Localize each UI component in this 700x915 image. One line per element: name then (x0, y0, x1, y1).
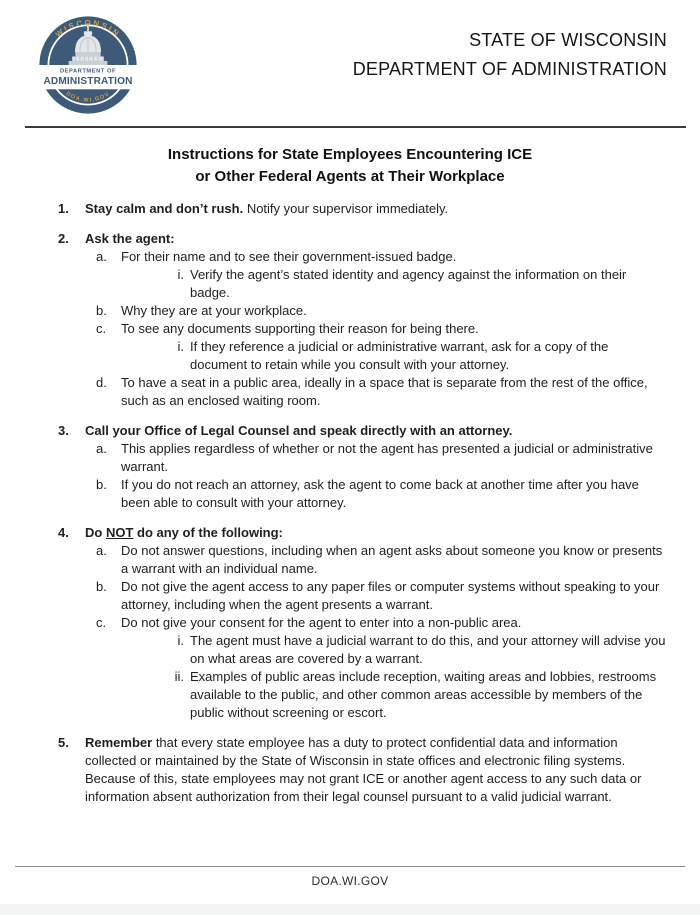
page-title-line1: Instructions for State Employees Encountering ICE (167, 146, 533, 163)
list-marker: 3. (58, 423, 69, 438)
list-item (96, 248, 666, 266)
list-text (85, 734, 666, 806)
doa-seal-graphic (34, 11, 142, 119)
list-text (85, 422, 666, 440)
page-title-line2: or Other Federal Agents at Their Workplace (195, 168, 505, 185)
seal-band-line2: ADMINISTRATION (43, 75, 133, 87)
list-marker: ii. (174, 669, 184, 684)
text-segment: Examples of public areas include reception, waiting areas and lobbies, restrooms available to the public, and other common areas accessible by members of the public without screening or escort. (190, 669, 657, 720)
document-body (0, 144, 700, 806)
footer-site-url: DOA.WI.GOV (311, 874, 389, 888)
list-item (96, 542, 666, 578)
list-text (121, 476, 666, 512)
list-text (190, 338, 666, 374)
list-marker: i. (177, 267, 184, 282)
text-segment: The agent must have a judicial warrant to do this, and your attorney will advise you on what areas are covered by a warrant. (190, 633, 666, 666)
list-item (58, 200, 666, 218)
list-text (121, 320, 666, 338)
list-item (96, 302, 666, 320)
text-segment: Why they are at your workplace. (121, 303, 307, 318)
list-item (58, 230, 666, 248)
text-segment: Do (85, 525, 106, 540)
agency-line-department: DEPARTMENT OF ADMINISTRATION (352, 59, 667, 79)
list-marker: c. (96, 321, 107, 336)
text-segment: do any of the following: (133, 525, 283, 540)
list-marker: b. (96, 579, 107, 594)
list-text (121, 440, 666, 476)
list-text (121, 374, 666, 410)
list-item (96, 374, 666, 410)
list-item (96, 614, 666, 632)
footer-divider (15, 866, 685, 867)
text-segment: Remember (85, 735, 153, 750)
text-segment: Notify your supervisor immediately. (243, 201, 449, 216)
list-marker: a. (96, 441, 107, 456)
list-marker: d. (96, 375, 107, 390)
list-item (157, 338, 666, 374)
text-segment: This applies regardless of whether or not the agent has presented a judicial or administrative warrant. (121, 441, 653, 474)
list-text (121, 302, 666, 320)
header-divider (25, 126, 686, 128)
list-text (121, 248, 666, 266)
list-text (190, 266, 666, 302)
list-text (85, 230, 666, 248)
seal-top-arc-text: WISCONSIN (53, 18, 123, 40)
list-marker: 2. (58, 231, 69, 246)
page-title (0, 144, 700, 188)
list-marker: i. (177, 339, 184, 354)
text-segment: NOT (105, 525, 134, 540)
text-segment: Do not answer questions, including when an agent asks about someone you know or presents a warrant with an individual name. (121, 543, 663, 576)
list-text (121, 578, 666, 614)
list-marker: a. (96, 543, 107, 558)
instruction-list (0, 200, 700, 806)
list-text (190, 668, 666, 722)
agency-line-state: STATE OF WISCONSIN (469, 30, 667, 50)
text-segment: If you do not reach an attorney, ask the agent to come back at another time after you have been able to consult with your attorney. (121, 477, 639, 510)
list-text (85, 524, 666, 542)
list-item (58, 422, 666, 440)
text-segment: Call your Office of Legal Counsel and speak directly with an attorney. (85, 423, 513, 438)
text-segment: Ask the agent: (85, 231, 175, 246)
list-item (157, 632, 666, 668)
doa-seal-logo (34, 11, 142, 119)
list-marker: 1. (58, 201, 69, 216)
page-bottom-strip (0, 904, 700, 915)
list-item (96, 476, 666, 512)
text-segment: Do not give your consent for the agent to enter into a non-public area. (121, 615, 522, 630)
list-item (157, 668, 666, 722)
list-marker: b. (96, 477, 107, 492)
text-segment: that every state employee has a duty to protect confidential data and information collected or maintained by the State of Wisconsin in state offices and electronic filing systems. Because of this, state employees may not grant ICE or another agent access to any such data or information absent authorization from their legal counsel pursuant to a valid judicial warrant. (85, 735, 642, 804)
list-item (157, 266, 666, 302)
agency-header (353, 26, 667, 84)
list-marker: b. (96, 303, 107, 318)
list-text (190, 632, 666, 668)
text-segment: For their name and to see their government-issued badge. (121, 249, 457, 264)
list-marker: a. (96, 249, 107, 264)
seal-bottom-arc-text: DOA.WI.GOV (64, 90, 112, 104)
list-item (96, 578, 666, 614)
list-marker: 4. (58, 525, 69, 540)
text-segment: Verify the agent’s stated identity and agency against the information on their badge. (190, 267, 627, 300)
list-item (58, 524, 666, 542)
list-marker: c. (96, 615, 107, 630)
list-text (121, 542, 666, 578)
text-segment: Stay calm and don’t rush. (85, 201, 244, 216)
list-item (58, 734, 666, 806)
text-segment: To have a seat in a public area, ideally in a space that is separate from the rest of the office, such as an enclosed waiting room. (121, 375, 648, 408)
text-segment: If they reference a judicial or administrative warrant, ask for a copy of the document to retain while you consult with your attorney. (190, 339, 609, 372)
list-item (96, 440, 666, 476)
list-text (85, 200, 666, 218)
text-segment: Do not give the agent access to any paper files or computer systems without speaking to your attorney, including when the agent presents a warrant. (121, 579, 660, 612)
text-segment: To see any documents supporting their reason for being there. (121, 321, 479, 336)
list-marker: i. (177, 633, 184, 648)
list-item (96, 320, 666, 338)
seal-band-line1: DEPARTMENT OF (59, 68, 117, 75)
list-text (121, 614, 666, 632)
list-marker: 5. (58, 735, 69, 750)
